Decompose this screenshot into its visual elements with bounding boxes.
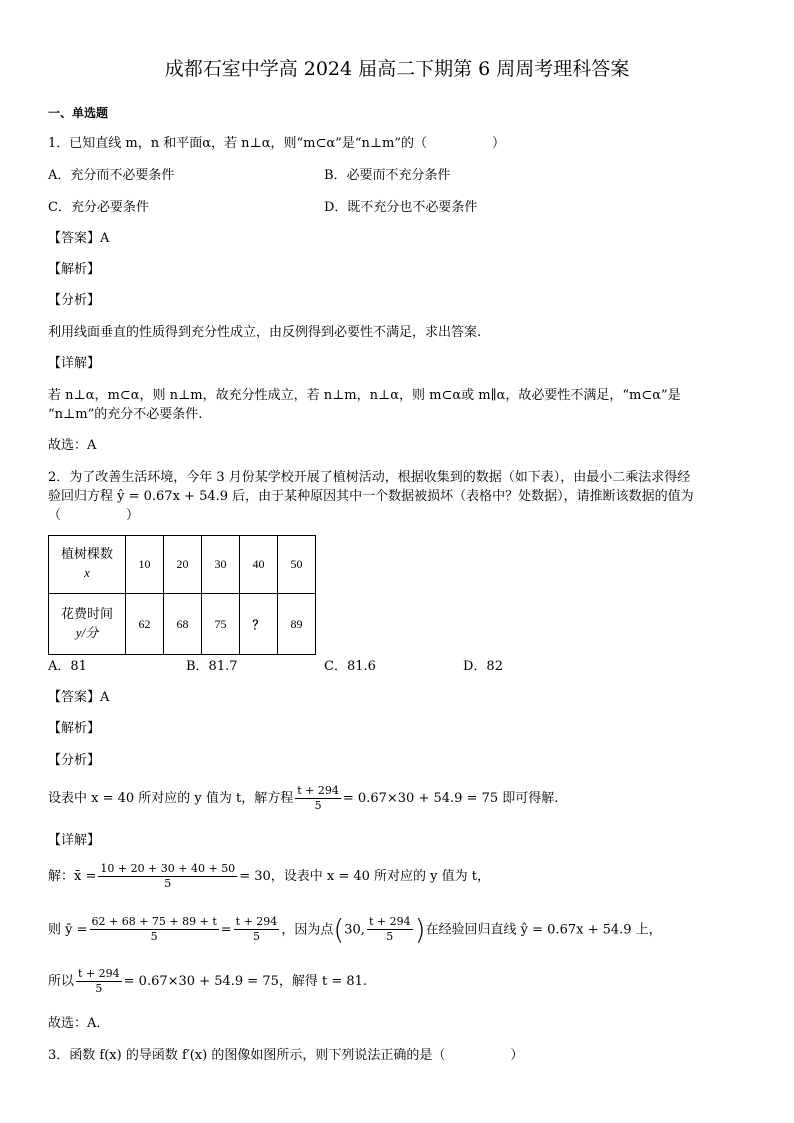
q1-analysis-label: 【解析】: [48, 262, 101, 277]
fraction-denominator: 5: [164, 877, 172, 890]
detail-text: =: [220, 922, 232, 938]
q2-stem-line-1: 2．为了改善生活环境，今年 3 月份某学校开展了植树活动，根据收集到的数据（如下表），由最小二乘法求得经: [48, 470, 691, 485]
section-heading: 一、单选题: [48, 106, 109, 120]
detail-text: = 30，设表中 x = 40 所对应的 y 值为 t，: [239, 869, 491, 884]
table-row: [49, 594, 316, 655]
fraction-numerator: t + 294: [297, 784, 339, 797]
answer-label: 【答案】: [48, 231, 101, 246]
q1-choose: 故选：A: [48, 438, 97, 453]
q2-choose: 故选：A．: [48, 1016, 110, 1031]
row1-label: 植树棵数: [60, 547, 113, 562]
q2-analysis-label: 【解析】: [48, 721, 101, 736]
fraction-numerator: t + 294: [78, 967, 120, 980]
row1-label-var: x: [84, 565, 90, 580]
q2-detail-label: 【详解】: [48, 833, 101, 848]
q2-option-c: C．81.6: [324, 659, 376, 674]
q2-detail-line-2: [48, 913, 662, 947]
table-cell: 40: [240, 536, 278, 594]
table-cell: 89: [278, 594, 316, 655]
page-title: 成都石室中学高 2024 届高二下期第 6 周周考理科答案: [164, 58, 630, 80]
fraction-denominator: 5: [314, 799, 322, 812]
fraction: [76, 967, 122, 996]
row2-label-var: y/分: [75, 624, 99, 640]
fraction-numerator: t + 294: [368, 915, 411, 929]
fenxi-post: = 0.67×30 + 54.9 = 75 即可得解.: [342, 791, 559, 806]
q2-answer-value: A: [100, 690, 110, 705]
table-row: [49, 536, 316, 594]
fraction: [98, 862, 237, 891]
q2-detail-line-3: [48, 967, 367, 996]
q1-answer-value: A: [100, 231, 110, 246]
table-cell: 68: [164, 594, 202, 655]
fraction-denominator: 5: [150, 930, 158, 944]
q2-detail-line-1: [48, 862, 490, 891]
detail-text: = 0.67×30 + 54.9 = 75，解得 t = 81.: [123, 974, 368, 989]
paren-left: (: [333, 913, 345, 946]
detail-text: 则 ȳ =: [48, 922, 88, 938]
fraction-denominator: 5: [252, 930, 260, 944]
detail-text: 在经验回归直线 ŷ = 0.67x + 54.9 上，: [425, 922, 662, 938]
q1-fenxi-text: 利用线面垂直的性质得到充分性成立，由反例得到必要性不满足，求出答案.: [48, 325, 482, 340]
paren-right: ): [414, 913, 426, 946]
q1-detail-line-2: “n⊥m”的充分不必要条件.: [48, 407, 203, 422]
detail-text: 所以: [48, 974, 75, 989]
detail-text: 解：x̄ =: [48, 869, 97, 884]
table-header-cell: [49, 536, 126, 594]
table-cell: 75: [202, 594, 240, 655]
q3-stem: 3．函数 f(x) 的导函数 f′(x) 的图像如图所示，则下列说法正确的是（ ）: [48, 1048, 524, 1063]
point-x: 30,: [344, 922, 365, 938]
q1-option-b: B．必要而不充分条件: [324, 168, 451, 183]
q1-detail-line-1: 若 n⊥α，m⊂α，则 n⊥m，故充分性成立，若 n⊥m，n⊥α，则 m⊂α或 m∥α，故必要性不满足，“m⊂α”是: [48, 388, 681, 403]
table-cell: 62: [126, 594, 164, 655]
fraction: [90, 915, 219, 944]
fraction: [234, 915, 280, 944]
answer-label: 【答案】: [48, 690, 101, 705]
fraction-numerator: 10 + 20 + 30 + 40 + 50: [100, 862, 236, 875]
q1-option-c: C．充分必要条件: [48, 200, 149, 215]
q1-fenxi-label: 【分析】: [48, 293, 101, 308]
q1-option-a: A．充分而不必要条件: [48, 168, 175, 183]
detail-text: ，因为点: [281, 922, 334, 938]
table-cell: 50: [278, 536, 316, 594]
q2-answer: [48, 690, 109, 706]
q2-stem-line-2: 验回归方程 ŷ = 0.67x + 54.9 后，由于某种原因其中一个数据被损坏（表格中？处数据），请推断该数据的值为: [48, 489, 694, 504]
q2-fenxi-text: [48, 784, 558, 813]
q2-data-table: [48, 535, 316, 655]
fraction-denominator: 5: [95, 982, 103, 995]
q2-option-b: B．81.7: [186, 659, 238, 674]
q2-option-a: A．81: [48, 659, 87, 674]
fraction-numerator: 62 + 68 + 75 + 89 + t: [91, 915, 217, 929]
table-cell: 30: [202, 536, 240, 594]
fraction-denominator: 5: [386, 930, 394, 944]
table-header-cell: [49, 594, 126, 655]
q1-stem: 1．已知直线 m，n 和平面α，若 n⊥α，则“m⊂α”是“n⊥m”的（ ）: [48, 136, 506, 151]
q2-fenxi-label: 【分析】: [48, 753, 101, 768]
table-cell: 10: [126, 536, 164, 594]
q2-option-d: D．82: [463, 659, 503, 674]
q1-answer: [48, 231, 109, 247]
fraction-numerator: t + 294: [235, 915, 278, 929]
table-cell: 20: [164, 536, 202, 594]
row2-label: 花费时间: [60, 606, 113, 622]
q2-stem-line-3: （ ）: [48, 508, 140, 523]
q1-detail-label: 【详解】: [48, 356, 101, 371]
q1-option-d: D．既不充分也不必要条件: [324, 200, 478, 215]
table-cell-missing: ？: [240, 594, 278, 655]
fraction: [295, 784, 341, 813]
fenxi-pre: 设表中 x = 40 所对应的 y 值为 t，解方程: [48, 791, 294, 806]
fraction: [367, 915, 413, 944]
